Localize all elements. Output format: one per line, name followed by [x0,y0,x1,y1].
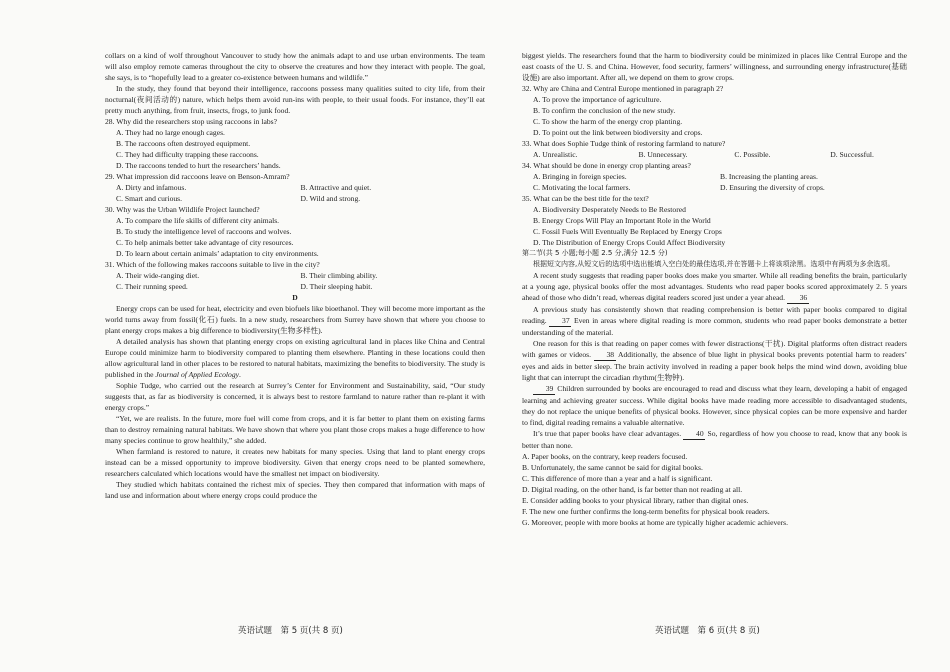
q35-option-a: A. Biodiversity Desperately Needs to Be Restored [533,205,686,214]
q30-option-a: A. To compare the life skills of different city animals. [116,216,280,225]
q28-option-c: C. They had difficulty trapping these raccoons. [116,150,259,159]
option-d: D. Digital reading, on the other hand, is far better than not reading at all. [522,485,743,494]
seven-choose-five-p3 [522,338,907,383]
q33-option-a: A. Unrealistic. [533,150,578,159]
p3-text-a: One reason for this is that reading on paper comes with fewer distractions(干扰). Digital platforms often distract readers with games or videos. [522,339,907,359]
q31-options [105,270,485,292]
part-two-title: 第二节(共 5 小题;每小题 2.5 分,满分 12.5 分) [522,249,668,257]
left-column [105,50,485,501]
question-34: 34. What should be done in energy crop planting areas? [522,161,691,170]
q33-option-d: D. Successful. [830,150,874,159]
blank-37: 37 [549,315,571,327]
q29-option-d: D. Wild and strong. [300,194,361,203]
q29-options [105,182,485,204]
option-b: B. Unfortunately, the same cannot be said for digital books. [522,463,703,472]
q28-option-a: A. They had no large enough cages. [116,128,225,137]
blank-39: 39 [533,383,555,395]
q34-option-d: D. Ensuring the diversity of crops. [720,183,825,192]
passage-d-p1: Energy crops can be used for heat, electricity and even biofuels like bioethanol. They will become more important as the world turns away from fossil(化石) fuels. In a new study, researchers from Surrey have shown that where you choose to plant energy crops makes a big difference to biodiversity(生物多样性). [105,304,485,335]
p4-text: Children surrounded by books are encouraged to read and discuss what they learn, developing a habit of engaged learning and achieving greater success. While digital books have made reading more accessible to disadvantaged students, they do not replace the unique benefits of physical books. However, since physical copies can be more expensive and harder to find, digital reading remains a valuable alternative. [522,384,907,427]
q28-option-d: D. The raccoons tended to hurt the researchers’ hands. [116,161,281,170]
q32-option-d: D. To point out the link between biodiversity and crops. [533,128,703,137]
part-two-instructions: 根据短文内容,从短文后的选项中选出能填入空白处的最佳选项,并在答题卡上将该项涂黑。选项中有两项为多余选项。 [533,260,895,268]
passage-d-p3: Sophie Tudge, who carried out the research at Surrey’s Center for Environment and Sustainability, said, “Our study suggests that, as far as biodiversity is concerned, it is always best to restore farmland to nature rather than re-plant it with energy crops.” [105,381,485,412]
q35-option-b: B. Energy Crops Will Play an Important Role in the World [533,216,711,225]
q34-option-a: A. Bringing in foreign species. [533,172,627,181]
section-d-heading: D [292,293,298,302]
seven-choose-five-p2 [522,304,907,338]
q34-options [522,171,907,193]
right-column [522,50,907,528]
q32-option-c: C. To show the harm of the energy crop planting. [533,117,683,126]
q33-option-b: B. Unnecessary. [638,150,688,159]
q33-option-c: C. Possible. [734,150,771,159]
option-c: C. This difference of more than a year and a half is significant. [522,474,713,483]
question-35: 35. What can be the best title for the text? [522,194,649,203]
question-31: 31. Which of the following makes raccoons suitable to live in the city? [105,260,320,269]
q34-option-b: B. Increasing the planting areas. [720,172,818,181]
q29-option-b: B. Attractive and quiet. [300,183,372,192]
page-footer-right: 英语试题 第 6 页(共 8 页) [655,626,760,636]
p5-text-b: So, regardless of how you choose to read, know that any book is better than none. [522,429,907,450]
q35-option-c: C. Fossil Fuels Will Eventually Be Replaced by Energy Crops [533,227,722,236]
option-e: E. Consider adding books to your physical library, rather than digital ones. [522,496,749,505]
q32-option-b: B. To confirm the conclusion of the new study. [533,106,676,115]
blank-40: 40 [683,428,705,440]
passage-c-continued: collars on a kind of wolf throughout Vancouver to study how the animals adapt to and use urban environments. The team will also employ remote cameras throughout the city to observe the creatures and how they interact with people. The goal, she says, is to “hopefully lead to a greater co-existence between humans and wildlife.” [105,51,485,82]
p2-text-a: A previous study has consistently shown that reading comprehension is better with paper books compared to digital reading. [522,305,907,325]
q34-option-c: C. Motivating the local farmers. [533,183,631,192]
passage-d-p2-end: . [239,370,241,379]
q31-option-a: A. Their wide-ranging diet. [116,271,200,280]
seven-choose-five-p1 [522,270,907,304]
question-28: 28. Why did the researchers stop using raccoons in labs? [105,117,277,126]
blank-38: 38 [594,349,616,361]
q33-options [522,149,907,160]
passage-d-p2-text: A detailed analysis has shown that planting energy crops on existing agricultural land in places like China and Central Europe could minimize harm to biodiversity compared to planting them elsewhere. Planting in these locations could then allow agricultural land in other places to be restored to natural habitats, maximizing the benefits to biodiversity. The study is published in the [105,337,485,379]
p1-text: A recent study suggests that reading paper books does make you smarter. While all reading benefits the brain, particularly at a young age, physical books offer the most advantages. Students who read paper books scored approximately 2. 5 years ahead of those who didn’t read, whereas digital readers scored just under a year ahead. [522,271,907,302]
passage-d-p4: “Yet, we are realists. In the future, more fuel will come from crops, and it is far better to plant them on existing farms than to destroy remaining natural habitats. We have shown that where you plant those crops makes a huge difference to how many species continue to grow healthily,” she added. [105,414,485,445]
q30-option-d: D. To learn about certain animals’ adaptation to city environments. [116,249,319,258]
page-footer-left: 英语试题 第 5 页(共 8 页) [238,626,343,636]
q32-option-a: A. To prove the importance of agriculture. [533,95,662,104]
passage-d-p5: When farmland is restored to nature, it creates new habitats for many species. Using that land to plant energy crops instead can be a missed opportunity to improve biodiversity. Given that energy crops need to be planted somewhere, researchers calculated which locations would have the smallest net impact on biodiversity. [105,447,485,478]
passage-d-continued: biggest yields. The researchers found that the harm to biodiversity could be minimized in places like Central Europe and the east coasts of the U. S. and China. However, food security, farmers’ willingness, and surrounding energy infrastructure(基础设施) are also important. After all, we depend on them to grow crops. [522,51,907,82]
option-g: G. Moreover, people with more books at home are typically higher academic achievers. [522,518,789,527]
q28-option-b: B. The raccoons often destroyed equipment. [116,139,251,148]
q30-option-c: C. To help animals better take advantage of city resources. [116,238,294,247]
option-f: F. The new one further confirms the long-term benefits for physical book readers. [522,507,770,516]
q35-option-d: D. The Distribution of Energy Crops Could Affect Biodiversity [533,238,726,247]
q31-option-d: D. Their sleeping habit. [300,282,373,291]
seven-choose-five-p4 [522,383,907,428]
q31-option-b: B. Their climbing ability. [300,271,378,280]
q31-option-c: C. Their running speed. [116,282,188,291]
p2-text-b: Even in areas where digital reading is more common, students who read paper books demonstrate a better understanding of the material. [522,316,907,337]
question-33: 33. What does Sophie Tudge think of restoring farmland to nature? [522,139,726,148]
passage-c-paragraph: In the study, they found that beyond their intelligence, raccoons possess many qualities suited to city life, from their nocturnal(夜间活动的) nature, which helps them avoid run-ins with people, to their usual foods. For instance, they’ll eat pretty much anything, from fruit, insects, frogs, to junk food. [105,84,485,115]
option-a: A. Paper books, on the contrary, keep readers focused. [522,452,688,461]
question-29: 29. What impression did raccoons leave on Benson-Amram? [105,172,290,181]
journal-name: Journal of Applied Ecology [155,370,240,379]
seven-choose-five-p5 [522,428,907,451]
q30-option-b: B. To study the intelligence level of raccoons and wolves. [116,227,292,236]
p5-text-a: It’s true that paper books have clear advantages. [533,429,682,438]
q29-option-c: C. Smart and curious. [116,194,183,203]
question-32: 32. Why are China and Central Europe mentioned in paragraph 2? [522,84,724,93]
passage-d-p6: They studied which habitats contained the richest mix of species. They then compared that information with maps of land use and information about where energy crops could produce the [105,480,485,500]
p3-text-b: Additionally, the absence of blue light in physical books prevents potential harm to readers’ eyes and aids in better sleep. The brain activity involved in reading a paper book helps the mind wind down, avoiding blue light that can interrupt the circadian rhythm(生物钟). [522,350,908,382]
blank-36: 36 [787,292,809,304]
question-30: 30. Why was the Urban Wildlife Project launched? [105,205,260,214]
passage-d-p2 [105,336,485,380]
q29-option-a: A. Dirty and infamous. [116,183,187,192]
